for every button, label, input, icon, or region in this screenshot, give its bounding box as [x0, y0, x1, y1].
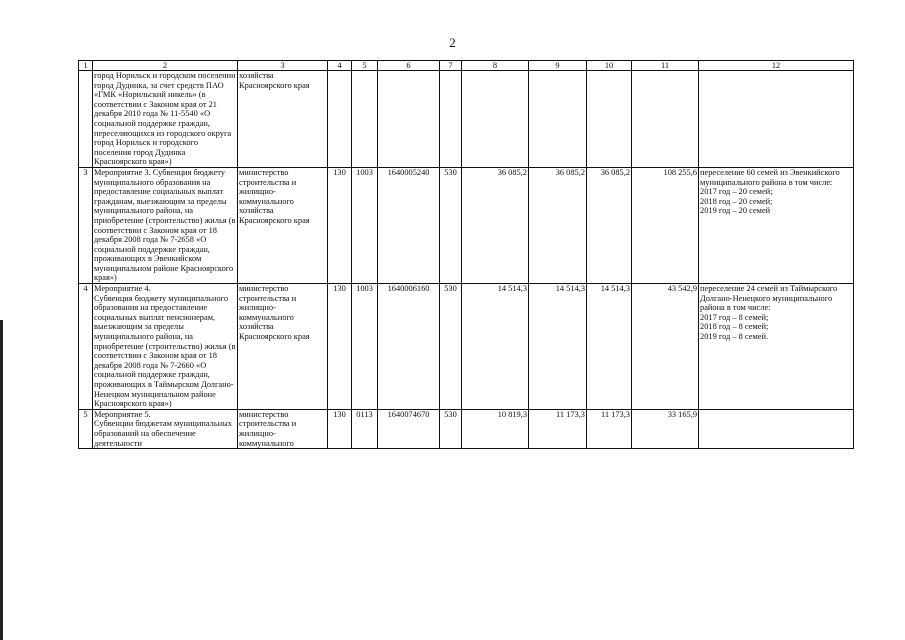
column-number: 5: [352, 61, 378, 71]
row-number: 4: [79, 284, 93, 410]
cell-expense-type: [440, 71, 462, 168]
activity-name: Мероприятие 5. Субвенции бюджетам муниципальных образований на обеспечение деятельности: [93, 409, 238, 448]
row-number: [79, 71, 93, 168]
cell-amount-2019: 11 173,3: [587, 409, 632, 448]
expected-result: [699, 71, 854, 168]
cell-amount-total: 108 255,6: [632, 167, 699, 283]
cell-grbs: [328, 71, 352, 168]
cell-target-article: 1640074670: [378, 409, 440, 448]
activities-table: [78, 60, 854, 449]
cell-amount-2018: 14 514,3: [529, 284, 587, 410]
column-number: 4: [328, 61, 352, 71]
cell-amount-total: 33 165,9: [632, 409, 699, 448]
cell-target-article: 1640005240: [378, 167, 440, 283]
column-number: 9: [529, 61, 587, 71]
cell-section: 1003: [352, 167, 378, 283]
cell-section: 1003: [352, 284, 378, 410]
activity-name: Мероприятие 4. Субвенция бюджету муниципального образования на предоставление социальных выплат пенсионерам, выезжающим за пределы муниципального района, на приобретение (строительство) жилья (в соответствии с Законом края от 18 декабря 2008 года № 7-2660 «О социальной поддержке граждан, проживающих в Таймырском Долгано-Ненецком муниципальном районе Красноярского края»): [93, 284, 238, 410]
expected-result: переселение 24 семей из Таймырского Долгано-Ненецкого муниципального района в том числе: 2017 год – 8 семей; 2018 год – 8 семей; 2019 год – 8 семей.: [699, 284, 854, 410]
cell-amount-2018: 11 173,3: [529, 409, 587, 448]
cell-amount-2017: 36 085,2: [462, 167, 529, 283]
executor: министерство строительства и жилищно-коммунального хозяйства Красноярского края: [238, 284, 328, 410]
row-number: 3: [79, 167, 93, 283]
cell-amount-2017: [462, 71, 529, 168]
table-row: [79, 409, 854, 448]
column-number-row: [79, 61, 854, 71]
expected-result: переселение 60 семей из Эвенкийского муниципального района в том числе: 2017 год – 20 семей; 2018 год – 20 семей; 2019 год – 20 семей: [699, 167, 854, 283]
table-row: [79, 284, 854, 410]
cell-amount-2017: 10 819,3: [462, 409, 529, 448]
cell-amount-2019: [587, 71, 632, 168]
row-number: 5: [79, 409, 93, 448]
executor: министерство строительства и жилищно-коммунального: [238, 409, 328, 448]
activity-name: город Норильск и городском поселении город Дудинка, за счет средств ПАО «ГМК «Норильский никель» (в соответствии с Законом края от 21 декабря 2010 года № 11-5540 «О социальной поддержке граждан, переселяющихся из городского округа город Норильск и городского поселения город Дудинка Красноярского края»): [94, 71, 236, 167]
cell-amount-2018: [529, 71, 587, 168]
cell-section: [352, 71, 378, 168]
cell-expense-type: 530: [440, 284, 462, 410]
cell-amount-2019: 36 085,2: [587, 167, 632, 283]
cell-amount-total: [632, 71, 699, 168]
page-number: 2: [449, 35, 456, 50]
cell-amount-total: 43 542,9: [632, 284, 699, 410]
cell-target-article: 1640006160: [378, 284, 440, 410]
activity-name: Мероприятие 3. Субвенция бюджету муниципального образования на предоставление социальных выплат гражданам, выезжающим за пределы муниципального района, на приобретение (строительство) жилья (в соответствии с Законом края от 18 декабря 2008 года № 7-2658 «О социальной поддержке граждан, проживающих в Эвенкийском муниципальном районе Красноярского края»): [93, 167, 238, 283]
cell-grbs: 130: [328, 409, 352, 448]
column-number: 6: [378, 61, 440, 71]
cell-amount-2019: 14 514,3: [587, 284, 632, 410]
cell-amount-2018: 36 085,2: [529, 167, 587, 283]
column-number: 2: [93, 61, 238, 71]
executor: министерство строительства и жилищно-коммунального хозяйства Красноярского края: [238, 167, 328, 283]
column-number: 3: [238, 61, 328, 71]
column-number: 1: [79, 61, 93, 71]
expected-result: [699, 409, 854, 448]
column-number: 7: [440, 61, 462, 71]
cell-target-article: [378, 71, 440, 168]
scan-edge-line: [0, 320, 3, 640]
cell-amount-2017: 14 514,3: [462, 284, 529, 410]
column-number: 8: [462, 61, 529, 71]
column-number: 12: [699, 61, 854, 71]
table-row: [79, 71, 854, 168]
cell-expense-type: 530: [440, 167, 462, 283]
table-row: [79, 167, 854, 283]
cell-grbs: 130: [328, 167, 352, 283]
cell-expense-type: 530: [440, 409, 462, 448]
column-number: 11: [632, 61, 699, 71]
cell-section: 0113: [352, 409, 378, 448]
executor: хозяйства Красноярского края: [238, 71, 328, 168]
cell-grbs: 130: [328, 284, 352, 410]
column-number: 10: [587, 61, 632, 71]
